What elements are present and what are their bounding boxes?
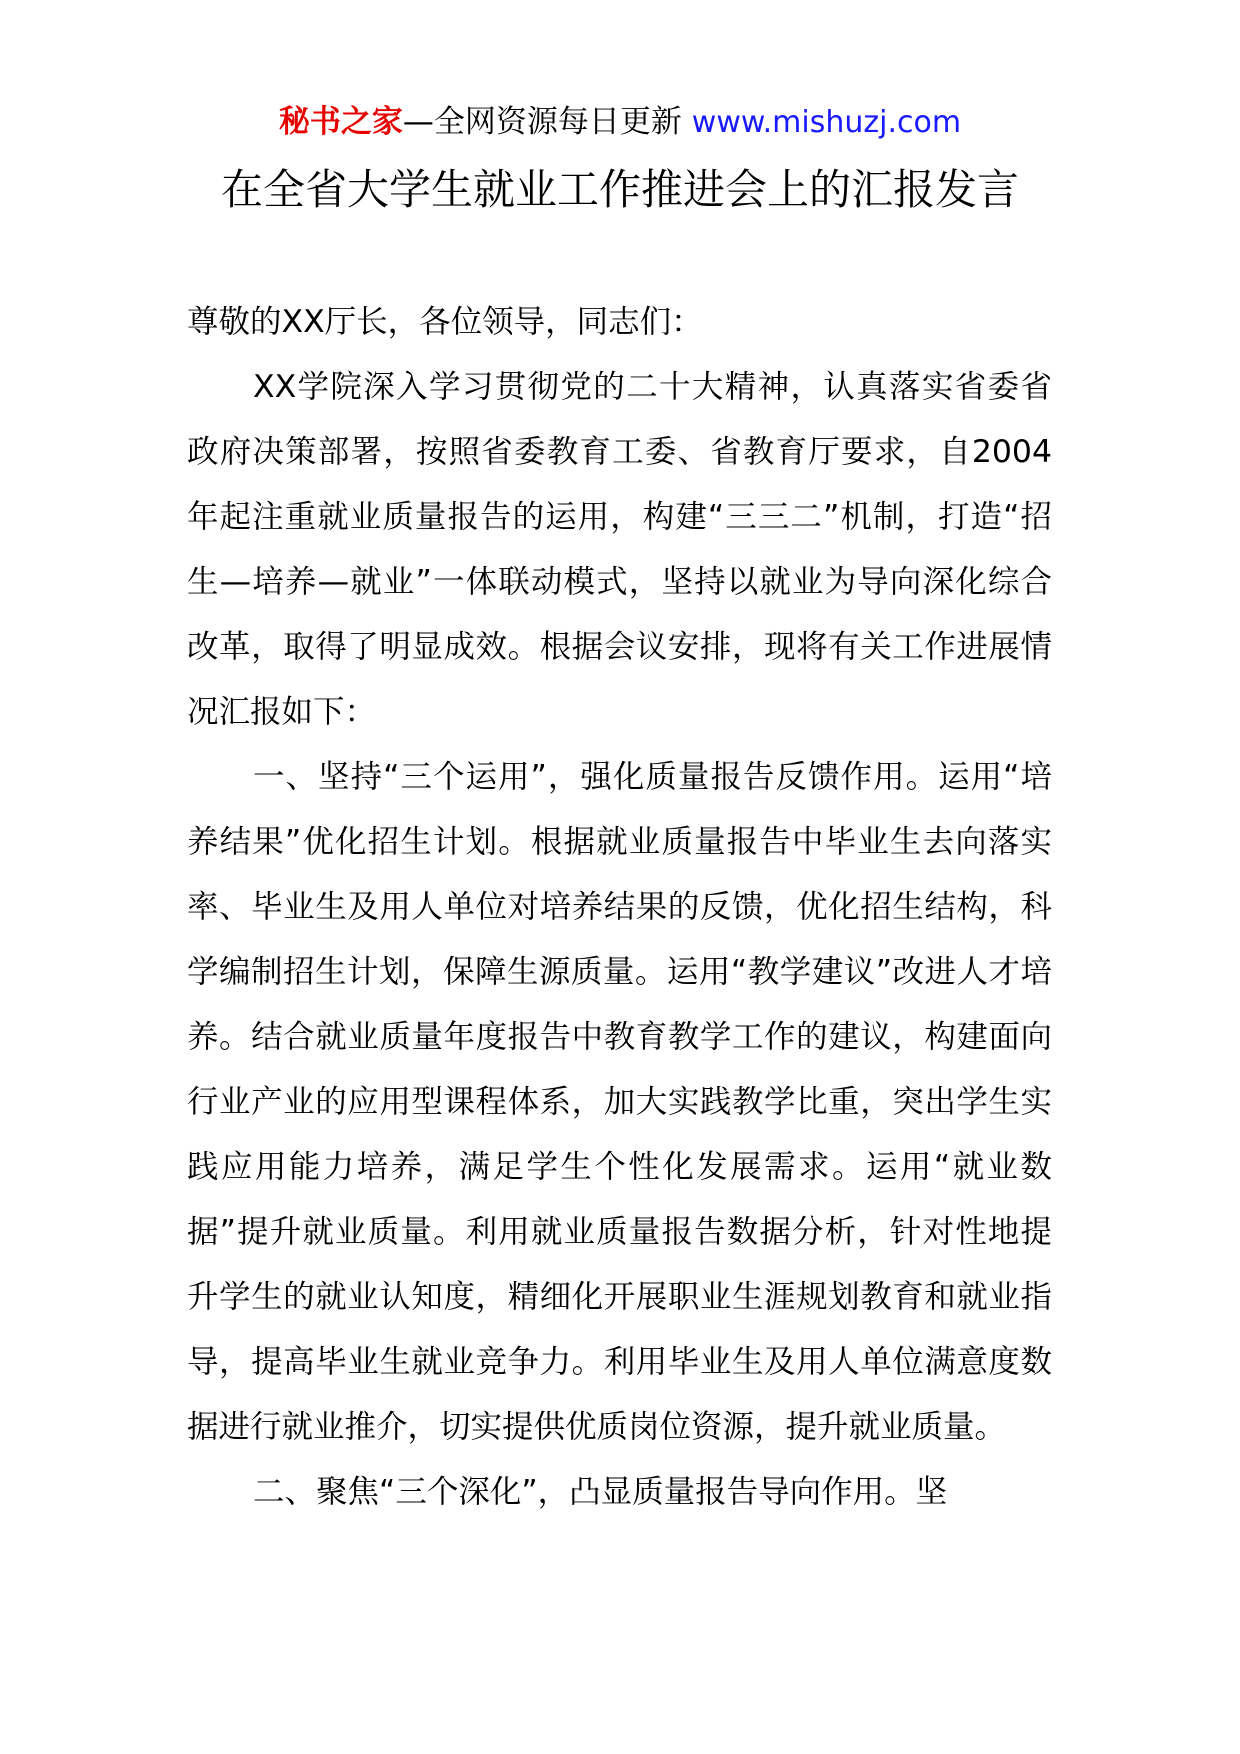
site-tagline: —全网资源每日更新 — [402, 104, 682, 140]
site-brand-name: 秘书之家 — [278, 104, 403, 140]
document-title: 在全省大学生就业工作推进会上的汇报发言 — [220, 165, 1019, 214]
paragraph-intro: XX学院深入学习贯彻党的二十大精神，认真落实省委省政府决策部署，按照省委教育工委、省教育厅要求，自2004年起注重就业质量报告的运用，构建“三三二”机制，打造“招生—培养—就业”一体联动模式，坚持以就业为导向深化综合改革，取得了明显成效。根据会议安排，现将有关工作进展情况汇报如下： — [187, 369, 1052, 730]
paragraph-section-one: 一、坚持“三个运用”，强化质量报告反馈作用。运用“培养结果”优化招生计划。根据就业质量报告中毕业生去向落实率、毕业生及用人单位对培养结果的反馈，优化招生结构，科学编制招生计划，保障生源质量。运用“教学建议”改进人才培养。结合就业质量年度报告中教育教学工作的建议，构建面向行业产业的应用型课程体系，加大实践教学比重，突出学生实践应用能力培养，满足学生个性化发展需求。运用“就业数据”提升就业质量。利用就业质量报告数据分析，针对性地提升学生的就业认知度，精细化开展职业生涯规划教育和就业指导，提高毕业生就业竞争力。利用毕业生及用人单位满意度数据进行就业推介，切实提供优质岗位资源，提升就业质量。 — [187, 759, 1052, 1445]
site-url-link[interactable]: www.mishuzj.com — [691, 105, 962, 140]
site-banner — [0, 100, 1240, 145]
paragraph-section-two: 二、聚焦“三个深化”，凸显质量报告导向作用。坚 — [253, 1474, 948, 1510]
salutation: 尊敬的XX厅长，各位领导，同志们： — [187, 304, 703, 340]
document-body — [187, 290, 1052, 1525]
